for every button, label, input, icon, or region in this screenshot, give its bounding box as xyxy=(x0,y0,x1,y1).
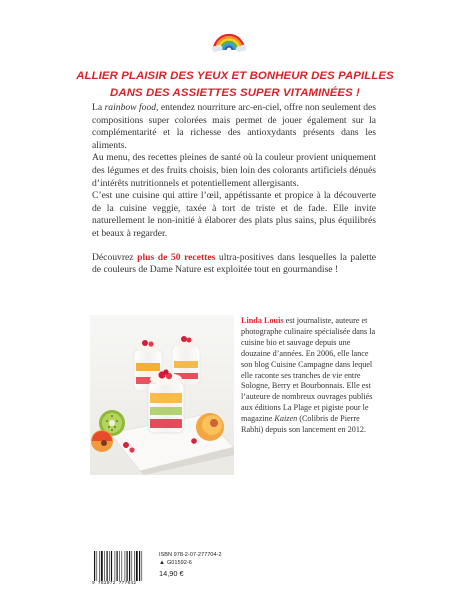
barcode-bar xyxy=(109,551,110,581)
barcode-bar xyxy=(134,551,135,581)
barcode-block xyxy=(92,551,242,591)
intro-paragraph-4 xyxy=(92,252,376,277)
barcode-bar xyxy=(132,551,133,581)
author-bio xyxy=(241,316,379,436)
barcode-bar xyxy=(101,551,103,581)
barcode-bar xyxy=(99,551,100,581)
magazine-name: Kaizen xyxy=(274,414,298,424)
intro-p1-end: , entendez nourriture arc-en-ciel, offre non seulement des compositions super colorées mais permet de jouer également sur la complémentarité et la richesse des antioxydants présents dans les aliments. xyxy=(92,102,376,151)
barcode-icon xyxy=(92,551,152,581)
barcode-bar xyxy=(142,551,143,581)
barcode-bar xyxy=(125,551,126,581)
author-bio-text-2: (Colibris de Pierre Rabhi) depuis son lancement en 2012. xyxy=(241,414,367,435)
price: 14,90 € xyxy=(159,569,184,578)
barcode-bar xyxy=(136,551,138,581)
intro-text xyxy=(92,102,376,277)
barcode-bar xyxy=(97,551,98,581)
dessert-photo xyxy=(90,315,234,475)
barcode-bar xyxy=(104,551,105,581)
barcode-bar xyxy=(111,551,112,581)
headline-line-1: ALLIER PLAISIR DES YEUX ET BONHEUR DES PAPILLES xyxy=(76,70,394,82)
barcode-bar xyxy=(117,551,118,581)
product-code-value: G01592-6 xyxy=(166,560,192,566)
dessert-photo-illustration xyxy=(90,315,234,475)
barcode-bar xyxy=(127,551,128,581)
headline xyxy=(70,68,400,102)
product-code xyxy=(159,560,192,566)
isbn-number: ISBN 978-2-07-277704-2 xyxy=(159,552,222,558)
intro-p4-end: ultra-positives dans lesquelles la palette de couleurs de Dame Nature est exploitée tout en gourmandise ! xyxy=(92,251,376,276)
intro-p4-highlight: plus de 50 recettes xyxy=(137,251,216,263)
rainbow-arc xyxy=(226,47,233,51)
intro-paragraph-1 xyxy=(92,102,376,152)
barcode-bar xyxy=(122,551,123,581)
author-bio-paragraph xyxy=(241,316,379,436)
intro-p1-emphasis: rainbow food xyxy=(104,102,157,113)
headline-line-2: DANS DES ASSIETTES SUPER VITAMINÉES ! xyxy=(110,87,360,99)
intro-p4-start: Découvrez xyxy=(92,251,138,263)
barcode-bar xyxy=(94,551,95,581)
barcode-bar xyxy=(139,551,140,581)
barcode-bar xyxy=(129,551,130,581)
barcode-bar xyxy=(107,551,108,581)
rainbow-icon xyxy=(212,28,246,52)
intro-paragraph-3: C’est une cuisine qui attire l’œil, appétissante et propice à la découverte de la cuisine veggie, taxée à tort de triste et de fade. Elle invite naturellement le non-initié à élaborer des plats plus sains, plus équilibrés et beaux à regarder. xyxy=(92,190,376,239)
intro-p1-start: La xyxy=(92,102,105,113)
barcode-digits: 9 782072 777042 xyxy=(92,581,137,586)
intro-paragraph-2: Au menu, des recettes pleines de santé où la couleur provient uniquement des légumes et des fruits choisis, bien loin des colorants artificiels dénués d’intérêts nutritionnels et potentiellement allergisants. xyxy=(92,152,376,189)
author-bio-text-1: est journaliste, auteure et photographe culinaire spécialisée dans la cuisine bio et sauvage depuis une douzaine d’années. En 2006, elle lance son blog Cuisine Campagne dans lequel elle raconte ses tranches de vie entre Sologne, Berry et Bourbonnais. Elle est l’auteure de nombreux ouvrages publiés aux éditions La Plage et pigiste pour le magazine xyxy=(241,316,376,424)
author-name: Linda Louis xyxy=(241,316,284,325)
barcode-bar xyxy=(119,551,120,581)
barcode-bar xyxy=(115,551,116,581)
arrow-icon: ▲ xyxy=(159,560,165,566)
